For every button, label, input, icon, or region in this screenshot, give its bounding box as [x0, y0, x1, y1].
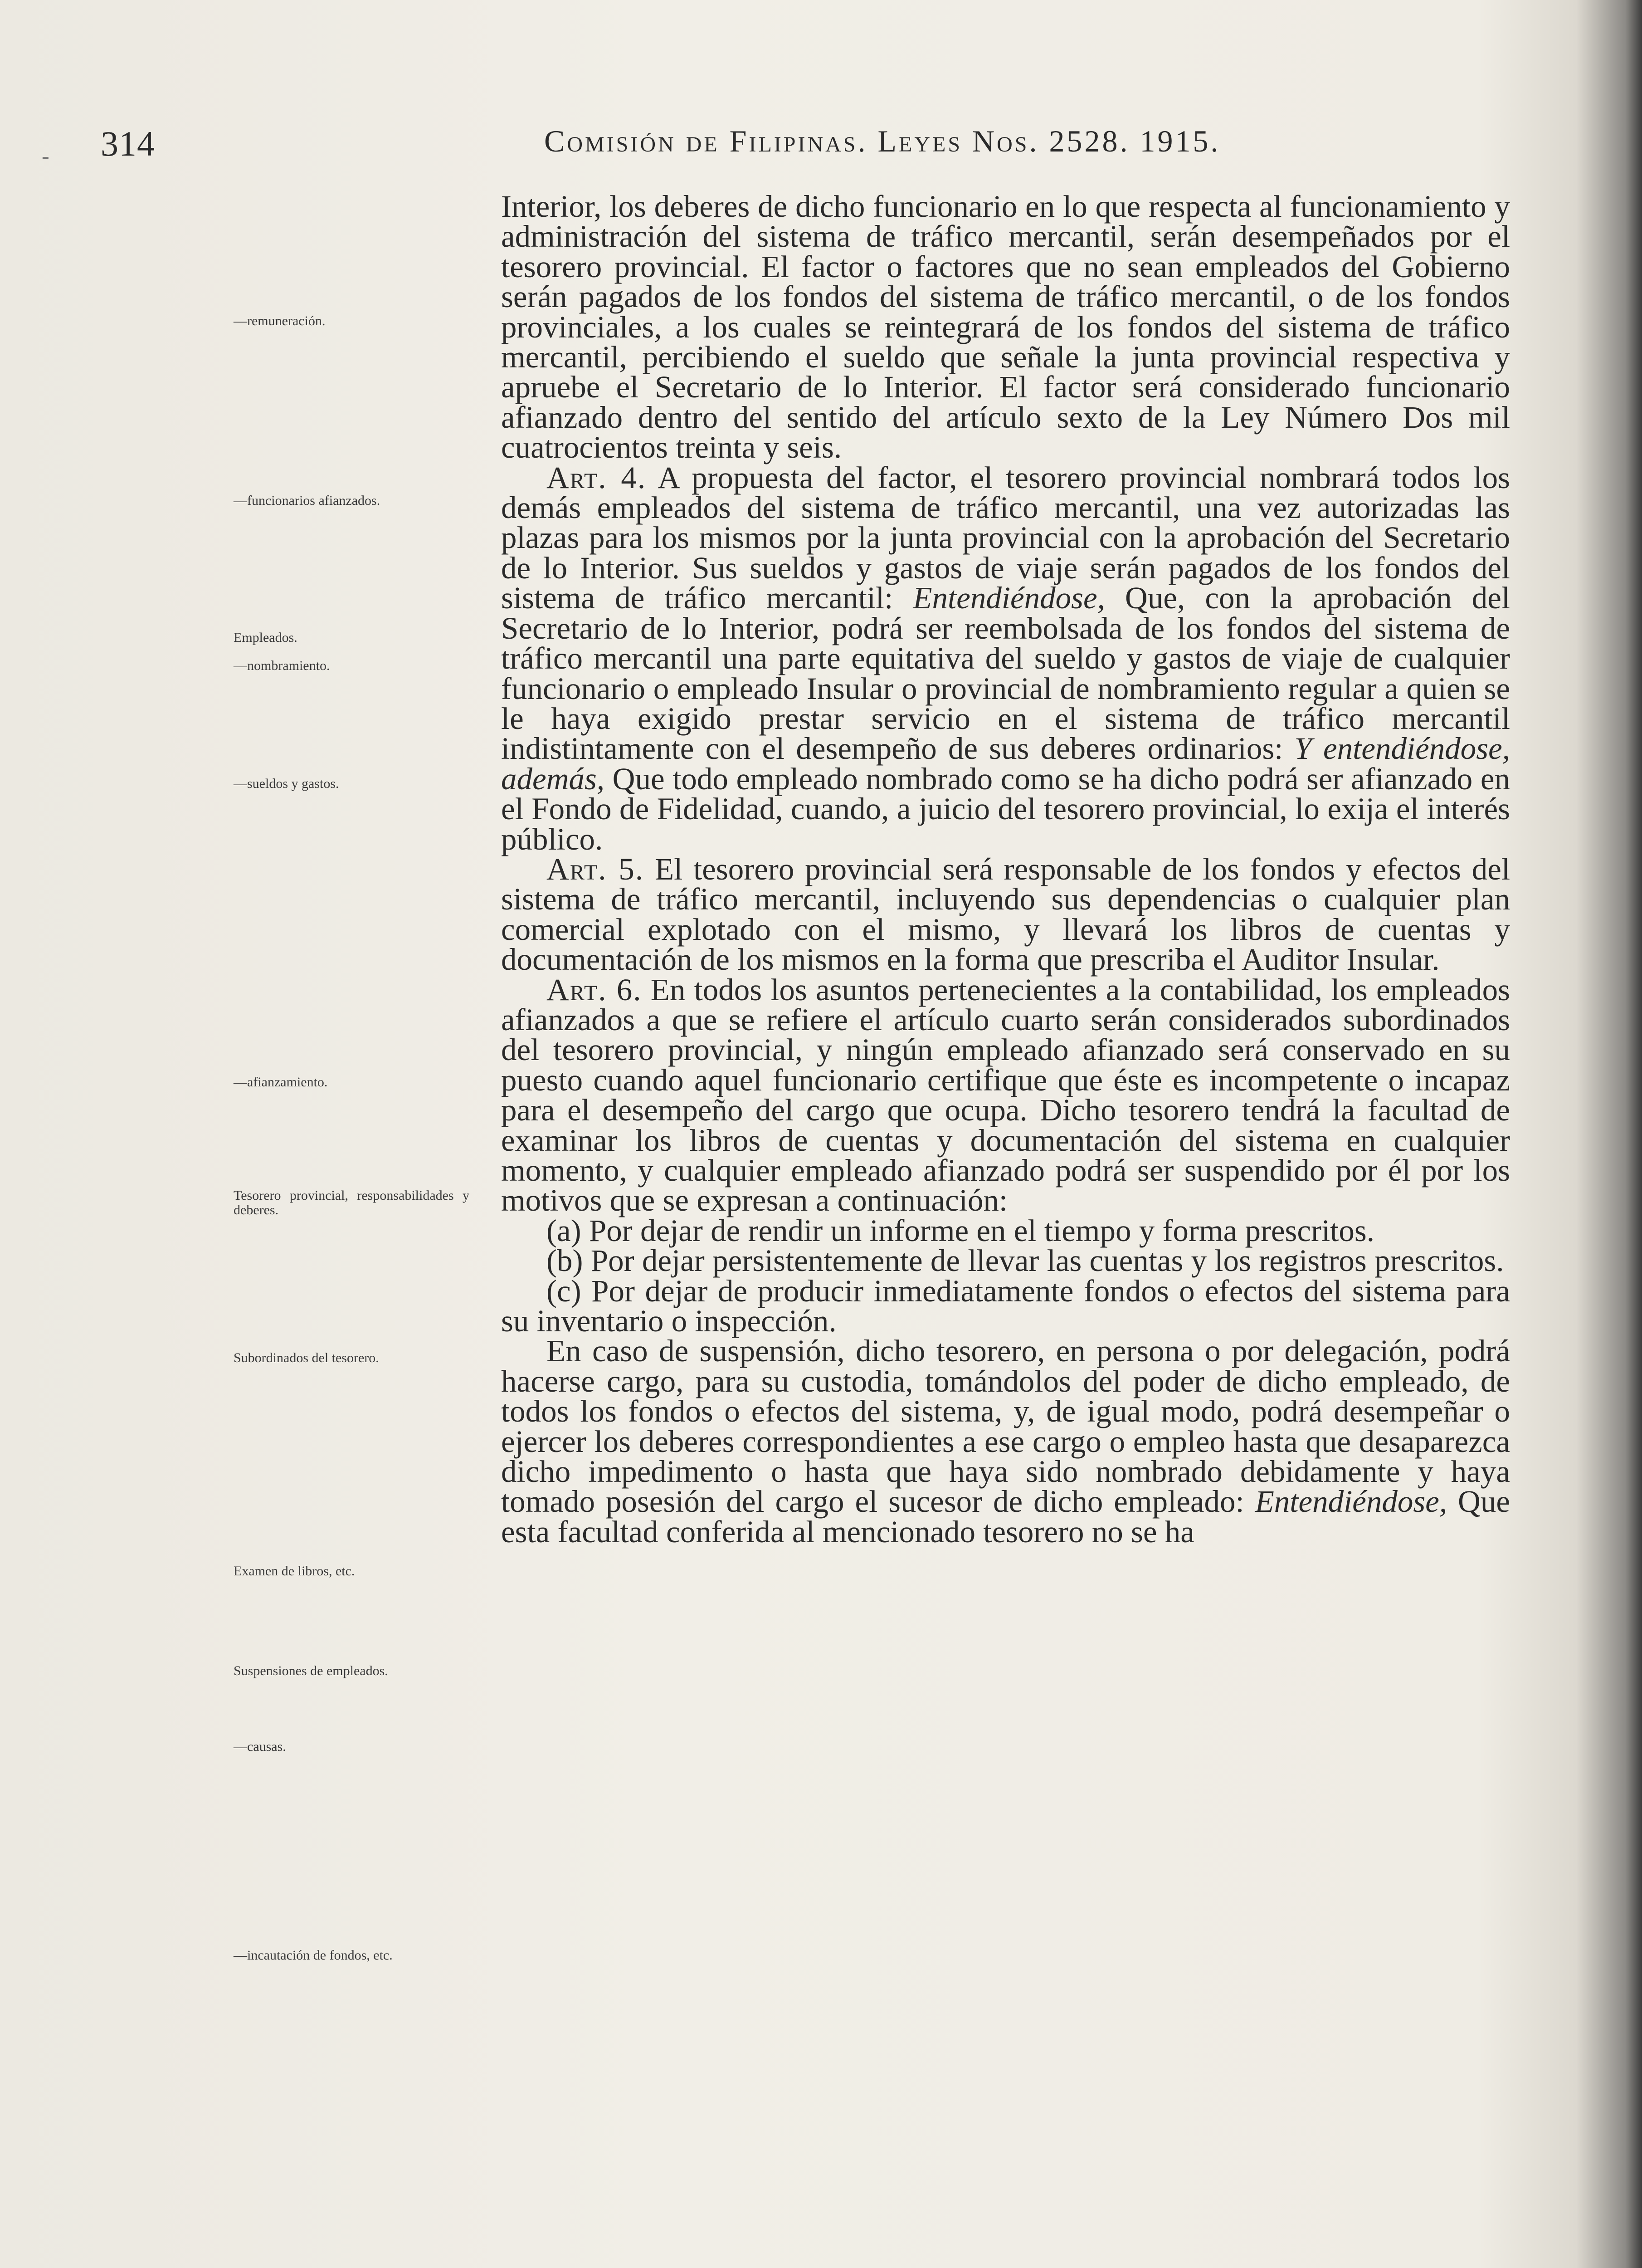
- margin-dash: -: [42, 143, 49, 168]
- article-5: [501, 851, 1510, 977]
- margin-note-funcionarios-afianzados: —funcionarios afianzados.: [234, 493, 380, 508]
- item-a: [501, 1213, 1510, 1248]
- margin-note-subordinados: Subordinados del tesorero.: [234, 1350, 379, 1365]
- article-5-label: Art. 5.: [546, 851, 644, 886]
- article-4-text-c: Que todo empleado nombrado como se ha dicho podrá ser afianzado en el Fondo de Fidelidad, cuando, a juicio del tesorero provincial, lo exija el interés público.: [501, 761, 1510, 856]
- margin-note-afianzamiento: —afianzamiento.: [234, 1075, 328, 1090]
- article-6: [501, 972, 1510, 1218]
- margin-note-sueldos-gastos: —sueldos y gastos.: [234, 776, 339, 791]
- margin-note-examen-libros: Examen de libros, etc.: [234, 1564, 355, 1579]
- paragraph-suspension-text-a: En caso de suspensión, dicho tesorero, en persona o por delegación, podrá hacerse cargo, para su custodia, tomándolos del poder de dicho empleado, de todos los fondos o efectos del sistema, y, de igual modo, podrá desempeñar o ejercer los deberes correspondientes a ese cargo o empleo hasta que desaparezca dicho impedimento o hasta que haya sido nombrado debidamente y haya tomado posesión del cargo el sucesor de dicho empleado:: [501, 1334, 1510, 1519]
- margin-note-empleados: Empleados.: [234, 630, 297, 645]
- page-header: [0, 105, 1642, 173]
- item-b: [501, 1243, 1510, 1278]
- article-6-text: En todos los asuntos pertenecientes a la contabilidad, los empleados afianzados a que se refiere el artículo cuarto serán considerados subordinados del tesorero provincial, y ningún empleado afianzado será conservado en su puesto cuando aquel funcionario certifique que éste es incompetente o incapaz para el desempeño del cargo que ocupa. Dicho tesorero tendrá la facultad de examinar los libros de cuentas y documentación del sistema en cualquier momento, y cualquier empleado afianzado podrá ser suspendido por él por los motivos que se expresan a continuación:: [501, 972, 1510, 1218]
- article-5-text: El tesorero provincial será responsable de los fondos y efectos del sistema de tráfico mercantil, incluyendo sus dependencias o cualquier plan comercial explotado con el mismo, y llevará los libros de cuentas y documentación de los mismos en la forma que prescriba el Auditor Insular.: [501, 851, 1510, 977]
- margin-note-causas: —causas.: [234, 1739, 286, 1754]
- article-4-proviso-1: Entendiéndose,: [913, 581, 1105, 616]
- margin-note-remuneracion: —remuneración.: [234, 313, 326, 328]
- item-c: [501, 1273, 1510, 1339]
- item-b-label: (b): [546, 1243, 583, 1278]
- page-number: 314: [101, 124, 155, 163]
- margin-note-nombramiento: —nombramiento.: [234, 658, 330, 673]
- margin-note-suspensiones: Suspensiones de empleados.: [234, 1663, 388, 1678]
- article-4: [501, 460, 1510, 856]
- margin-note-tesorero-provincial: Tesorero provincial, responsabilidades y deberes.: [234, 1188, 469, 1217]
- paragraph-suspension-proviso: Entendiéndose,: [1255, 1484, 1447, 1519]
- paragraph-suspension-text-b: Que esta facultad conferida al mencionado tesorero no se ha: [501, 1484, 1510, 1549]
- body-text: [501, 191, 1510, 1547]
- item-b-text: Por dejar persistentemente de llevar las cuentas y los registros prescritos.: [590, 1243, 1504, 1278]
- item-a-text: Por dejar de rendir un informe en el tiempo y forma prescritos.: [589, 1213, 1374, 1248]
- paragraph-suspension: [501, 1336, 1510, 1547]
- article-6-label: Art. 6.: [546, 972, 642, 1007]
- article-4-text-b: Que, con la aprobación del Secretario de lo Interior, podrá ser reembolsada de los fondos del sistema de tráfico mercantil una parte equitativa del sueldo y gastos de viaje de cualquier funcionario o empleado Insular o provincial de nombramiento regular a quien se le haya exigido prestar servicio en el sistema de tráfico mercantil indistintamente con el desempeño de sus deberes ordinarios:: [501, 581, 1510, 766]
- item-c-label: (c): [546, 1273, 581, 1308]
- paragraph-continuation: Interior, los deberes de dicho funcionario en lo que respecta al funcionamiento y administración del sistema de tráfico mercantil, serán desempeñados por el tesorero provincial. El factor o factores que no sean empleados del Gobierno serán pagados de los fondos del sistema de tráfico mercantil, o de los fondos provinciales, a los cuales se reintegrará de los fondos del sistema de tráfico mercantil, percibiendo el sueldo que señale la junta provincial respectiva y apruebe el Secretario de lo Interior. El factor será considerado funcionario afianzado dentro del sentido del artículo sexto de la Ley Número Dos mil cuatrocientos treinta y seis.: [501, 189, 1510, 465]
- item-c-text: Por dejar de producir inmediatamente fondos o efectos del sistema para su inventario o inspección.: [501, 1273, 1510, 1339]
- article-4-proviso-2: Y entendiéndose, además,: [501, 731, 1510, 796]
- margin-note-incautacion: —incautación de fondos, etc.: [234, 1948, 393, 1963]
- running-head: Comisión de Filipinas. Leyes Nos. 2528. 1915.: [544, 124, 1221, 158]
- item-a-label: (a): [546, 1213, 581, 1248]
- article-4-label: Art. 4.: [546, 460, 647, 495]
- article-4-text-a: A propuesta del factor, el tesorero provincial nombrará todos los demás empleados del sistema de tráfico mercantil, una vez autorizadas las plazas para los mismos por la junta provincial con la aprobación del Secretario de lo Interior. Sus sueldos y gastos de viaje serán pagados de los fondos del sistema de tráfico mercantil:: [501, 460, 1510, 616]
